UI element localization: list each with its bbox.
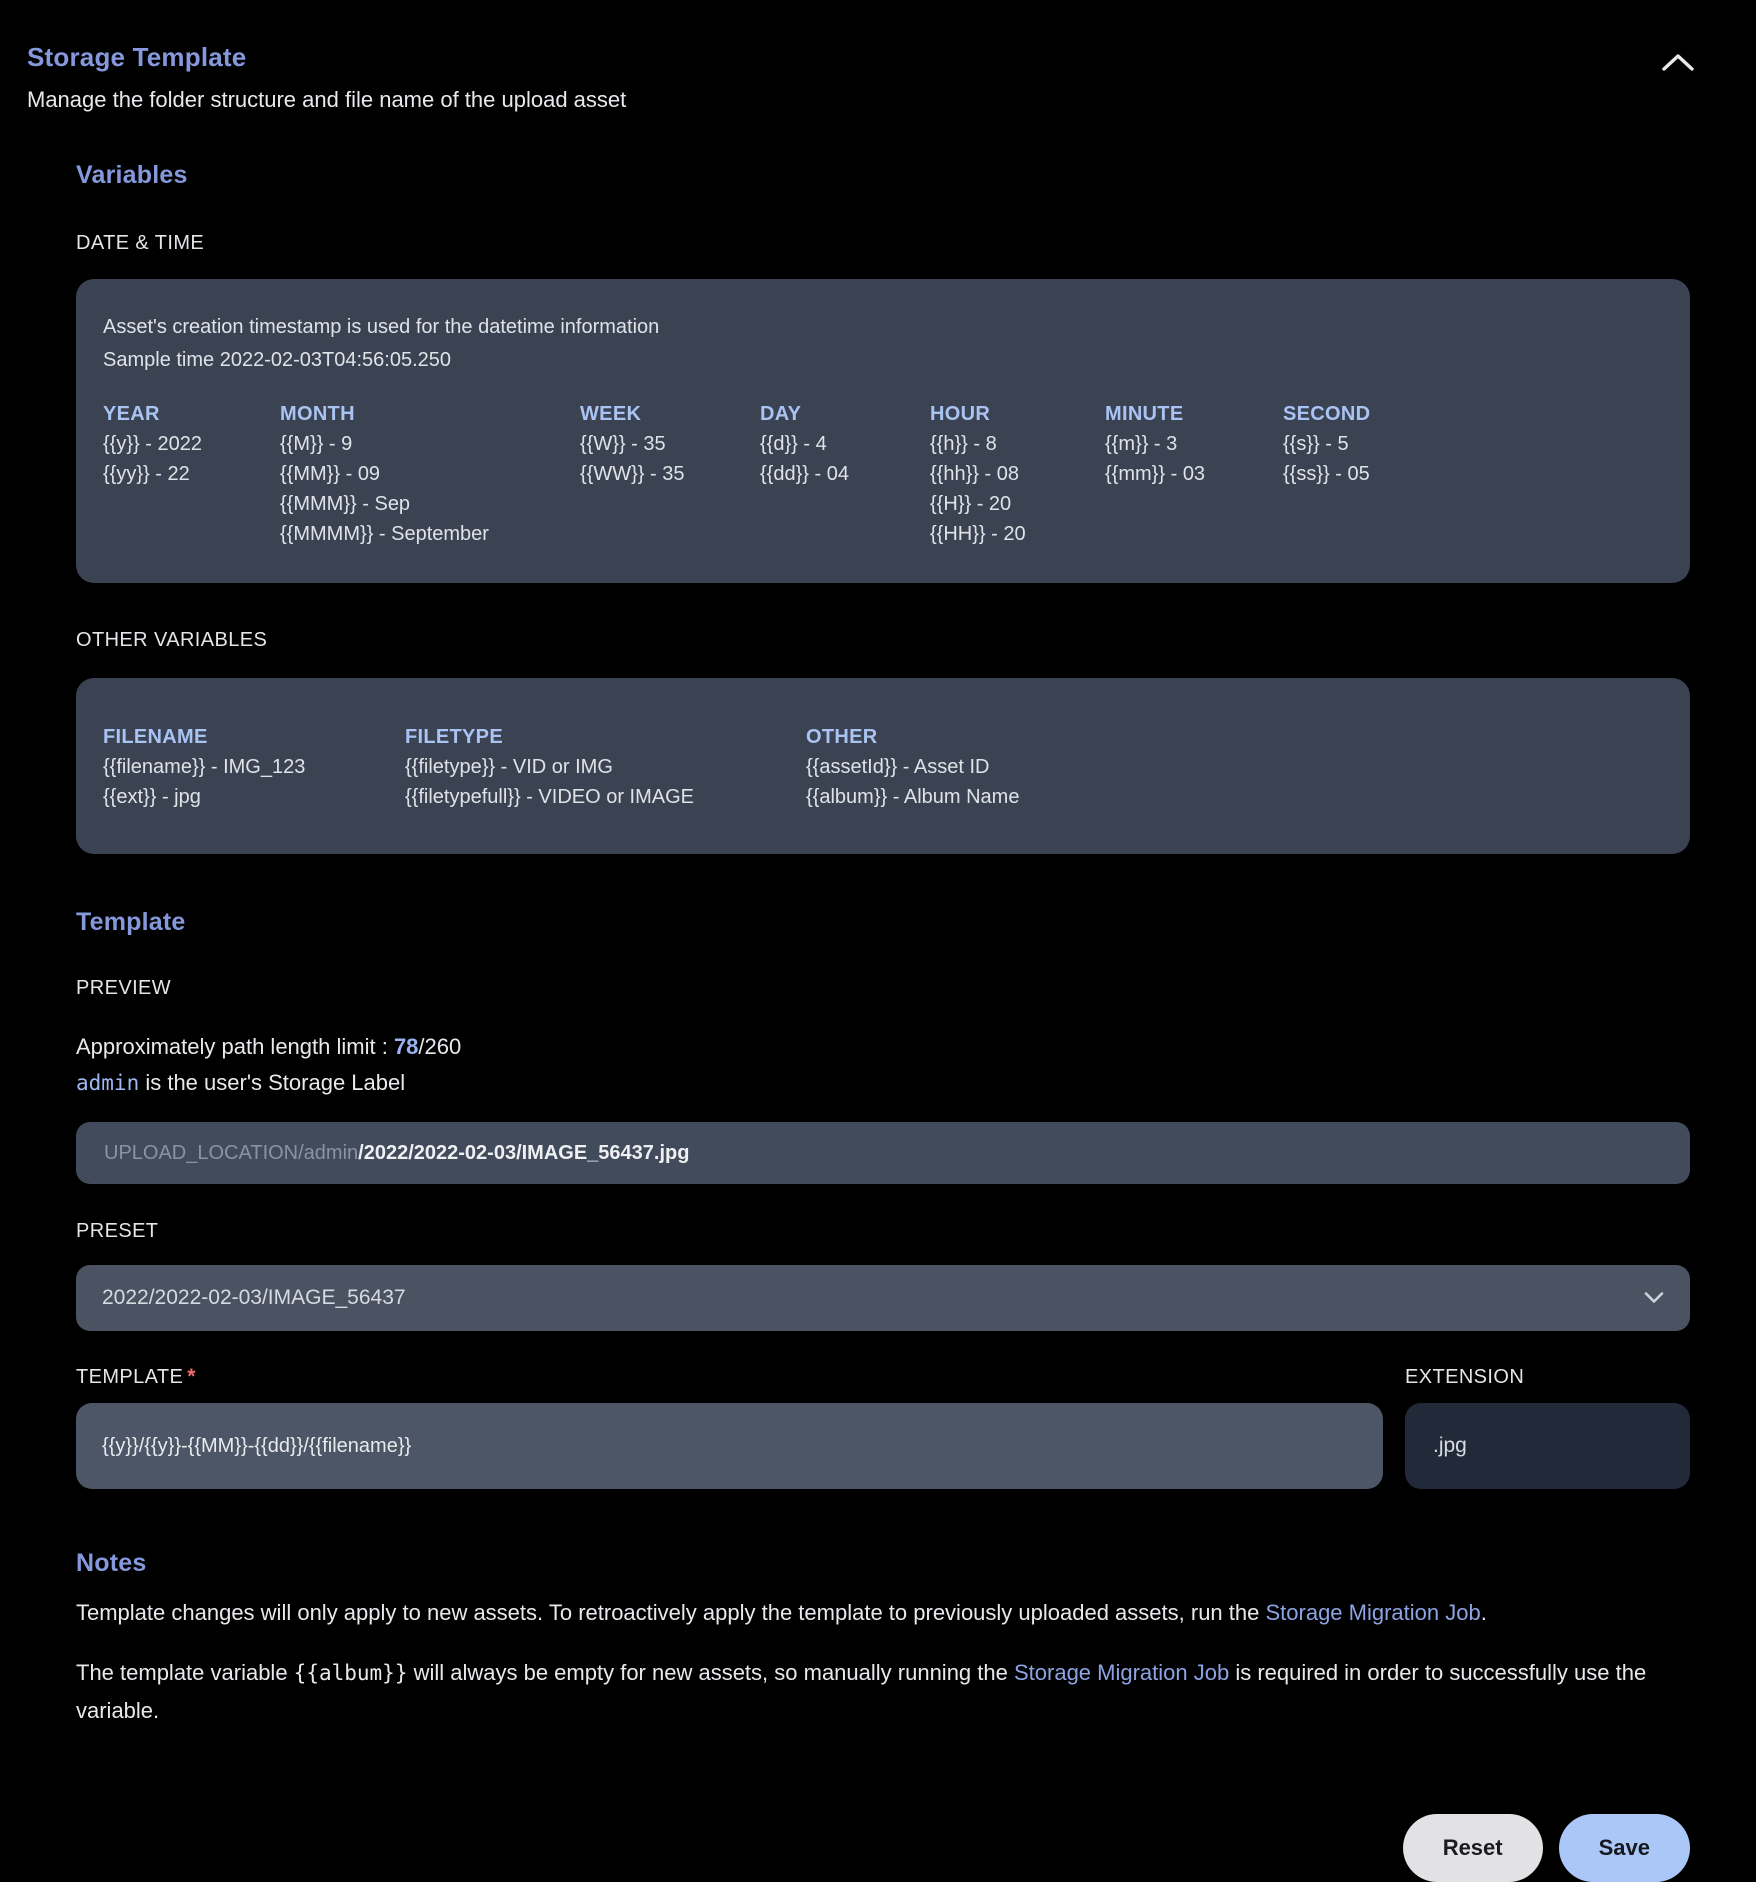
extension-column <box>1405 1366 1690 1489</box>
variable-entry: {{d}} - 4 <box>760 433 827 455</box>
datetime-variables-grid <box>103 399 1663 549</box>
variable-entry: {{s}} - 5 <box>1283 433 1349 455</box>
variables-heading: Variables <box>76 161 188 189</box>
form-actions <box>76 1814 1690 1882</box>
page-title: Storage Template <box>27 42 247 72</box>
variable-column <box>930 399 1105 549</box>
variable-entry: {{filetypefull}} - VIDEO or IMAGE <box>405 786 695 808</box>
path-limit-max: /260 <box>418 1034 462 1059</box>
variable-entry: {{H}} - 20 <box>930 493 1012 515</box>
variable-entry: {{HH}} - 20 <box>930 523 1026 545</box>
save-button[interactable]: Save <box>1559 1814 1690 1882</box>
other-variables-grid <box>103 722 1663 812</box>
variable-column-title: SECOND <box>1283 403 1371 425</box>
variable-column <box>405 722 806 812</box>
chevron-down-icon <box>1644 1286 1664 1310</box>
variable-column-title: MONTH <box>280 403 355 425</box>
variable-column-title: FILETYPE <box>405 726 503 748</box>
variable-entry: {{ext}} - jpg <box>103 786 201 808</box>
variable-entry: {{y}} - 2022 <box>103 433 202 455</box>
notes-heading: Notes <box>76 1549 147 1577</box>
variable-entry: {{m}} - 3 <box>1105 433 1178 455</box>
template-column <box>76 1365 1383 1489</box>
storage-label-suffix: is the user's Storage Label <box>139 1070 406 1095</box>
template-input[interactable] <box>76 1403 1383 1489</box>
variable-column-title: HOUR <box>930 403 991 425</box>
variable-entry: {{MM}} - 09 <box>280 463 381 485</box>
note1-period: . <box>1480 1600 1487 1625</box>
preset-selected-value: 2022/2022-02-03/IMAGE_56437 <box>102 1286 406 1309</box>
storage-migration-job-link-2[interactable]: Storage Migration Job <box>1013 1660 1230 1685</box>
variable-entry: {{hh}} - 08 <box>930 463 1019 485</box>
datetime-info-line1: Asset's creation timestamp is used for the datetime information <box>103 316 660 338</box>
template-preview-field <box>76 1122 1690 1184</box>
variable-column-title: DAY <box>760 403 802 425</box>
variable-column <box>806 722 1663 812</box>
note-album-variable <box>76 1654 1690 1730</box>
variable-column-title: OTHER <box>806 726 878 748</box>
variable-entry: {{filetype}} - VID or IMG <box>405 756 613 778</box>
template-extension-row <box>76 1365 1690 1489</box>
settings-content <box>76 161 1690 1882</box>
variable-column <box>1105 399 1283 549</box>
variable-column <box>1283 399 1663 549</box>
path-limit-current: 78 <box>393 1034 419 1059</box>
extension-label: EXTENSION <box>1405 1366 1525 1388</box>
variable-entry: {{MMM}} - Sep <box>280 493 411 515</box>
variable-column-title: WEEK <box>580 403 642 425</box>
note-retroactive <box>76 1594 1690 1632</box>
collapse-section-button[interactable] <box>1656 44 1700 80</box>
path-limit-prefix: Approximately path length limit : <box>76 1034 394 1059</box>
note2-text-2: will always be empty for new assets, so manually running the <box>407 1660 1014 1685</box>
variable-column <box>103 722 405 812</box>
note1-text: Template changes will only apply to new assets. To retroactively apply the template to previously uploaded assets, run the <box>76 1600 1266 1625</box>
variable-entry: {{WW}} - 35 <box>580 463 685 485</box>
variable-entry: {{ss}} - 05 <box>1283 463 1370 485</box>
storage-label-value: admin <box>76 1071 140 1095</box>
template-input-label <box>76 1365 1383 1389</box>
datetime-variables-panel <box>76 279 1690 583</box>
variable-entry: {{filename}} - IMG_123 <box>103 756 306 778</box>
preset-select[interactable] <box>76 1265 1690 1331</box>
variable-entry: {{assetId}} - Asset ID <box>806 756 990 778</box>
reset-button[interactable]: Reset <box>1403 1814 1543 1882</box>
variable-entry: {{M}} - 9 <box>280 433 353 455</box>
preview-rendered-path: /2022/2022-02-03/IMAGE_56437.jpg <box>358 1141 690 1164</box>
variable-entry: {{MMMM}} - September <box>280 523 489 545</box>
variable-column <box>280 399 580 549</box>
note2-text-1: The template variable <box>76 1660 294 1685</box>
variable-entry: {{yy}} - 22 <box>103 463 190 485</box>
album-variable-code: {{album}} <box>293 1661 408 1685</box>
preview-label: PREVIEW <box>76 977 172 999</box>
template-label-text: TEMPLATE <box>76 1366 184 1388</box>
required-asterisk: * <box>187 1365 196 1388</box>
chevron-up-icon <box>1661 51 1695 73</box>
note2-text-3: is required in order to successfully use the variable. <box>76 1660 1647 1723</box>
storage-migration-job-link[interactable]: Storage Migration Job <box>1265 1600 1481 1625</box>
variable-column <box>580 399 760 549</box>
variable-entry: {{dd}} - 04 <box>760 463 849 485</box>
extension-input <box>1405 1403 1690 1489</box>
preview-upload-location: UPLOAD_LOCATION/admin <box>104 1141 359 1164</box>
path-length-limit-line <box>76 1034 1690 1060</box>
other-variables-panel <box>76 678 1690 854</box>
variable-column <box>760 399 930 549</box>
datetime-variables-label: DATE & TIME <box>76 232 205 254</box>
variable-entry: {{album}} - Album Name <box>806 786 1020 808</box>
storage-label-line <box>76 1070 1690 1096</box>
variable-column-title: MINUTE <box>1105 403 1184 425</box>
variable-entry: {{mm}} - 03 <box>1105 463 1206 485</box>
variable-entry: {{W}} - 35 <box>580 433 666 455</box>
preset-label: PRESET <box>76 1220 159 1242</box>
variable-column-title: YEAR <box>103 403 160 425</box>
datetime-info-line2: Sample time 2022-02-03T04:56:05.250 <box>103 349 452 371</box>
variable-entry: {{h}} - 8 <box>930 433 997 455</box>
template-heading: Template <box>76 908 186 936</box>
other-variables-label: OTHER VARIABLES <box>76 629 268 651</box>
variable-column-title: FILENAME <box>103 726 208 748</box>
page-subtitle: Manage the folder structure and file name of the upload asset <box>27 87 627 112</box>
variable-column <box>103 399 280 549</box>
